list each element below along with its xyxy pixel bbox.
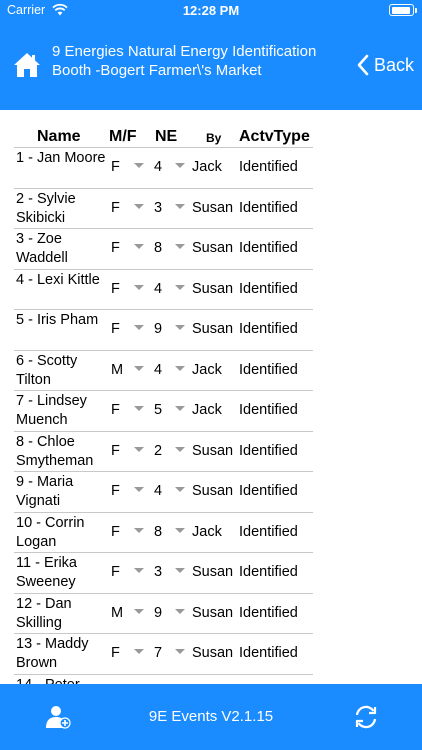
table-row[interactable] (14, 513, 313, 554)
row-name: 10 - Corrin Logan (16, 514, 85, 550)
dropdown-caret-icon[interactable] (175, 528, 185, 533)
dropdown-caret-icon[interactable] (175, 325, 185, 330)
back-button[interactable] (356, 52, 414, 78)
row-by: Susan (192, 442, 234, 459)
row-name: 11 - Erika Sweeney (16, 555, 77, 590)
header-ne: NE (155, 128, 178, 145)
dropdown-caret-icon[interactable] (134, 528, 144, 533)
dropdown-caret-icon[interactable] (134, 609, 144, 614)
row-by: Jack (192, 402, 222, 418)
row-gender-select[interactable]: F (111, 442, 120, 459)
dropdown-caret-icon[interactable] (175, 447, 185, 452)
row-gender-select[interactable]: M (111, 361, 124, 378)
table-row[interactable] (14, 634, 313, 675)
chevron-left-icon (356, 54, 370, 76)
row-by: Susan (192, 645, 234, 661)
row-name: 2 - Sylvie Skibicki (16, 190, 76, 226)
row-name: 4 - Lexi Kittle (16, 271, 100, 288)
dropdown-caret-icon[interactable] (175, 609, 185, 614)
tab-bar (0, 684, 422, 750)
dropdown-caret-icon[interactable] (175, 406, 185, 411)
dropdown-caret-icon[interactable] (134, 244, 144, 249)
table-row[interactable] (14, 310, 313, 351)
battery-icon (389, 4, 414, 16)
row-name: 12 - Dan Skilling (16, 595, 72, 631)
row-ne-select[interactable]: 3 (154, 199, 163, 216)
row-gender-select[interactable]: F (111, 321, 120, 337)
row-by: Jack (192, 159, 222, 175)
row-actv-type: Identified (239, 159, 298, 175)
row-by: Susan (192, 321, 234, 337)
row-actv-type: Identified (239, 442, 298, 459)
row-gender-select[interactable]: F (111, 564, 120, 580)
status-time: 12:28 PM (182, 3, 240, 18)
row-actv-type: Identified (239, 199, 298, 216)
app-version: 9E Events V2.1.15 (148, 708, 274, 725)
row-actv-type: Identified (239, 523, 298, 540)
row-gender-select[interactable]: F (111, 240, 120, 256)
row-gender-select[interactable]: F (111, 402, 120, 418)
row-ne-select[interactable]: 4 (154, 159, 163, 175)
table-row[interactable] (14, 472, 313, 513)
events-table[interactable] (0, 110, 422, 684)
row-gender-select[interactable]: F (111, 159, 120, 175)
row-by: Susan (192, 564, 234, 580)
table-row[interactable] (14, 391, 313, 432)
dropdown-caret-icon[interactable] (134, 366, 144, 371)
row-gender-select[interactable]: M (111, 604, 124, 621)
row-name: 9 - Maria Vignati (16, 474, 74, 509)
dropdown-caret-icon[interactable] (134, 285, 144, 290)
row-ne-select[interactable]: 4 (154, 361, 163, 378)
dropdown-caret-icon[interactable] (175, 204, 185, 209)
row-actv-type: Identified (239, 645, 298, 661)
table-row[interactable] (14, 270, 313, 311)
dropdown-caret-icon[interactable] (134, 447, 144, 452)
row-ne-select[interactable]: 8 (154, 523, 163, 540)
row-name: 8 - Chloe Smytheman (16, 433, 94, 469)
row-gender-select[interactable]: F (111, 280, 120, 297)
row-gender-select[interactable]: F (111, 645, 120, 661)
row-ne-select[interactable]: 3 (154, 564, 163, 580)
dropdown-caret-icon[interactable] (175, 366, 185, 371)
table-header (14, 128, 314, 148)
row-name: 1 - Jan Moore (16, 150, 106, 166)
row-actv-type: Identified (239, 240, 298, 256)
table-row[interactable] (14, 189, 313, 230)
dropdown-caret-icon[interactable] (134, 487, 144, 492)
back-button-label: Back (373, 54, 414, 75)
dropdown-caret-icon[interactable] (134, 204, 144, 209)
dropdown-caret-icon[interactable] (175, 487, 185, 492)
row-ne-select[interactable]: 7 (154, 645, 163, 661)
row-gender-select[interactable]: F (111, 483, 120, 499)
header-actv-type: ActvType (239, 128, 310, 145)
row-ne-select[interactable]: 2 (154, 442, 163, 459)
header-mf: M/F (109, 128, 137, 145)
dropdown-caret-icon[interactable] (175, 568, 185, 573)
row-ne-select[interactable]: 4 (154, 280, 163, 297)
row-ne-select[interactable]: 8 (154, 240, 163, 256)
dropdown-caret-icon[interactable] (175, 163, 185, 168)
row-by: Susan (192, 604, 234, 621)
row-ne-select[interactable]: 9 (154, 321, 163, 337)
row-name: 5 - Iris Pham (16, 312, 99, 328)
dropdown-caret-icon[interactable] (134, 406, 144, 411)
row-name: 13 - Maddy Brown (16, 636, 89, 671)
dropdown-caret-icon[interactable] (134, 649, 144, 654)
row-by: Jack (192, 361, 222, 378)
dropdown-caret-icon[interactable] (134, 568, 144, 573)
row-actv-type: Identified (239, 280, 298, 297)
nav-bar (0, 22, 422, 110)
row-actv-type: Identified (239, 321, 298, 337)
row-ne-select[interactable]: 5 (154, 402, 163, 418)
row-actv-type: Identified (239, 483, 298, 499)
table-row[interactable] (14, 351, 313, 392)
dropdown-caret-icon[interactable] (175, 649, 185, 654)
row-gender-select[interactable]: F (111, 199, 120, 216)
row-by: Susan (192, 199, 234, 216)
table-row[interactable] (14, 553, 313, 594)
row-name: 3 - Zoe Waddell (16, 231, 68, 266)
carrier-label: Carrier (7, 3, 46, 17)
table-row[interactable] (14, 148, 313, 189)
row-actv-type: Identified (239, 604, 298, 621)
row-by: Jack (192, 523, 222, 540)
row-actv-type: Identified (239, 402, 298, 418)
dropdown-caret-icon[interactable] (175, 285, 185, 290)
row-ne-select[interactable]: 4 (154, 483, 163, 499)
table-rows (14, 148, 313, 715)
row-actv-type: Identified (239, 564, 298, 580)
row-name: 7 - Lindsey Muench (16, 393, 87, 428)
status-bar (0, 0, 422, 22)
row-name: 6 - Scotty Tilton (16, 352, 78, 388)
row-by: Susan (192, 280, 234, 297)
table-row[interactable] (14, 229, 313, 270)
row-gender-select[interactable]: F (111, 523, 120, 540)
row-by: Susan (192, 240, 234, 256)
header-by: By (206, 131, 222, 145)
row-ne-select[interactable]: 9 (154, 604, 163, 621)
table-row[interactable] (14, 594, 313, 635)
home-icon[interactable] (12, 50, 42, 80)
header-name: Name (37, 128, 81, 145)
page-title: 9 Energies Natural Energy Identification Booth -Bogert Farmer\'s Market (52, 43, 317, 79)
refresh-icon[interactable] (352, 703, 380, 731)
row-by: Susan (192, 483, 234, 499)
row-actv-type: Identified (239, 361, 298, 378)
dropdown-caret-icon[interactable] (134, 325, 144, 330)
dropdown-caret-icon[interactable] (175, 244, 185, 249)
table-row[interactable] (14, 432, 313, 473)
dropdown-caret-icon[interactable] (134, 163, 144, 168)
